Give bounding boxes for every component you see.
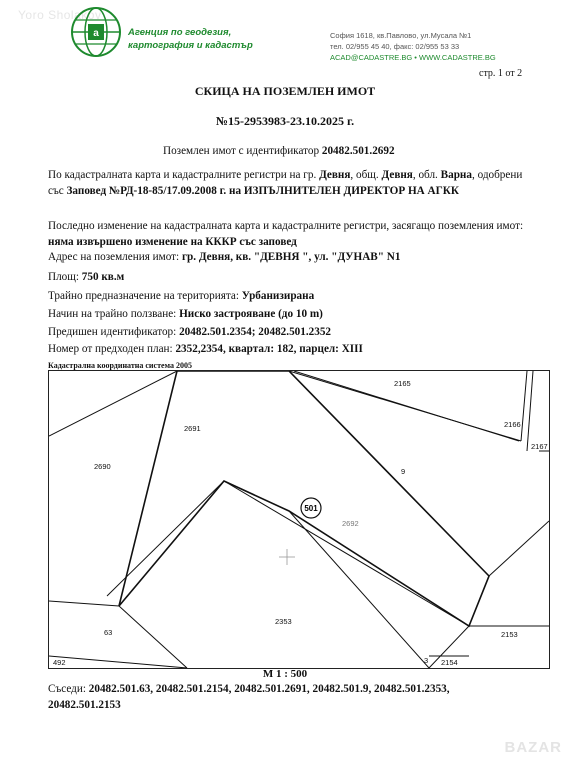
parcel-boundary [49,656,187,668]
map-scale: М 1 : 500 [262,668,308,680]
approval-paragraph [48,168,538,199]
address-line [48,251,400,263]
previous-id-label: Предишен идентификатор: [48,326,177,338]
change-paragraph [48,219,538,250]
parcel-boundary [527,371,533,451]
parcel-label: 2165 [394,379,411,388]
old-plan-value: 2352,2354, квартал: 182, парцел: XIII [175,343,363,355]
parcel-label: 2154 [441,658,458,667]
para1-text-h: одобрени със [48,169,523,197]
agency-name-line2: картография и кадастър [128,40,253,51]
parcel-label: 2153 [501,630,518,639]
map-drawing [49,371,549,668]
agency-phones: тел. 02/955 45 40, факс: 02/955 53 33 [330,42,460,51]
area-line [48,271,124,283]
parcel-boundary [489,521,549,576]
previous-id-line [48,326,331,338]
neighbours-line [48,682,518,713]
para1-text-e: , обл. [412,169,438,181]
subject-parcel-outline [119,371,489,626]
use-line [48,308,323,320]
para2-text: Последно изменение на кадастралната карта и кадастралните регистри, засягащо поземления имот: [48,220,524,232]
use-value: Ниско застрояване (до 10 m) [179,308,323,320]
agency-name-line1: Агенция по геодезия, [128,27,232,38]
parcel-label: 63 [104,628,113,637]
parcel-label: 2353 [275,617,292,626]
previous-id-value: 20482.501.2354; 20482.501.2352 [179,326,332,338]
para1-order: Заповед №РД-18-85/17.09.2008 г. на ИЗПЪЛНИТЕЛЕН ДИРЕКТОР НА АГКК [66,184,459,197]
address-value: гр. Девня, кв. "ДЕВНЯ ", ул. "ДУНАВ" N1 [181,251,401,263]
agency-web: ACAD@CADASTRE.BG • WWW.CADASTRE.BG [330,53,496,62]
subject-parcel-label: 2692 [342,519,359,528]
cadastral-map [48,370,550,669]
identifier-prefix: Поземлен имот с идентификатор [163,145,320,157]
parcel-label: 492 [53,658,66,667]
parcel-boundary [224,481,469,626]
block-number: 501 [304,504,318,513]
watermark-text: Yoro Sholakov [18,8,102,22]
identifier-value: 20482.501.2692 [321,145,395,157]
parcel-boundary [521,371,527,441]
parcel-label: 2167 [531,442,548,451]
parcel-boundary [49,371,177,436]
parcel-boundary [107,481,224,596]
identifier-line [163,145,395,157]
purpose-value: Урбанизирана [241,290,315,302]
document-header [0,0,570,62]
para1-municipality: Девня [381,169,413,181]
agency-logo-icon [66,4,126,60]
old-plan-line [48,343,363,355]
parcel-label: 9 [401,467,406,476]
para1-text-g: , [471,169,475,181]
document-title: СКИЦА НА ПОЗЕМЛЕН ИМОТ [194,84,376,98]
old-plan-label: Номер от предходен план: [48,343,173,355]
svg-text:a: a [93,28,99,39]
purpose-label: Трайно предназначение на територията: [48,290,239,302]
neighbours-value: 20482.501.63, 20482.501.2154, 20482.501.2691, 20482.501.9, 20482.501.2353, 20482.501.2153 [48,683,450,711]
address-label: Адрес на поземления имот: [48,251,180,263]
para1-town: Девня [319,169,351,181]
parcel-boundary [119,606,187,668]
purpose-line [48,290,314,302]
watermark-logo: BAZAR [504,739,562,756]
para2-value: няма извършено изменение на КККР със заповед [48,235,297,248]
para1-text-a: По кадастралната карта и кадастралните регистри на гр. [48,169,317,181]
parcel-label: 2691 [184,424,201,433]
map-coordinate-system: Кадастрална координатна система 2005 [48,361,192,370]
use-label: Начин на трайно ползване: [48,308,177,320]
neighbours-label: Съседи: [48,683,86,695]
area-value: 750 кв.м [81,271,125,283]
parcel-label: 2690 [94,462,111,471]
parcel-label: 2166 [504,420,521,429]
para1-region: Варна [440,169,472,181]
agency-address: София 1618, кв.Павлово, ул.Мусала №1 [330,31,472,40]
para1-text-c: , общ. [350,169,379,181]
area-label: Площ: [48,271,79,283]
page-number: стр. 1 от 2 [479,68,523,79]
document-number: №15-2953983-23.10.2025 г. [215,114,355,128]
parcel-label: 3 [424,656,429,665]
parcel-boundary [49,601,119,606]
